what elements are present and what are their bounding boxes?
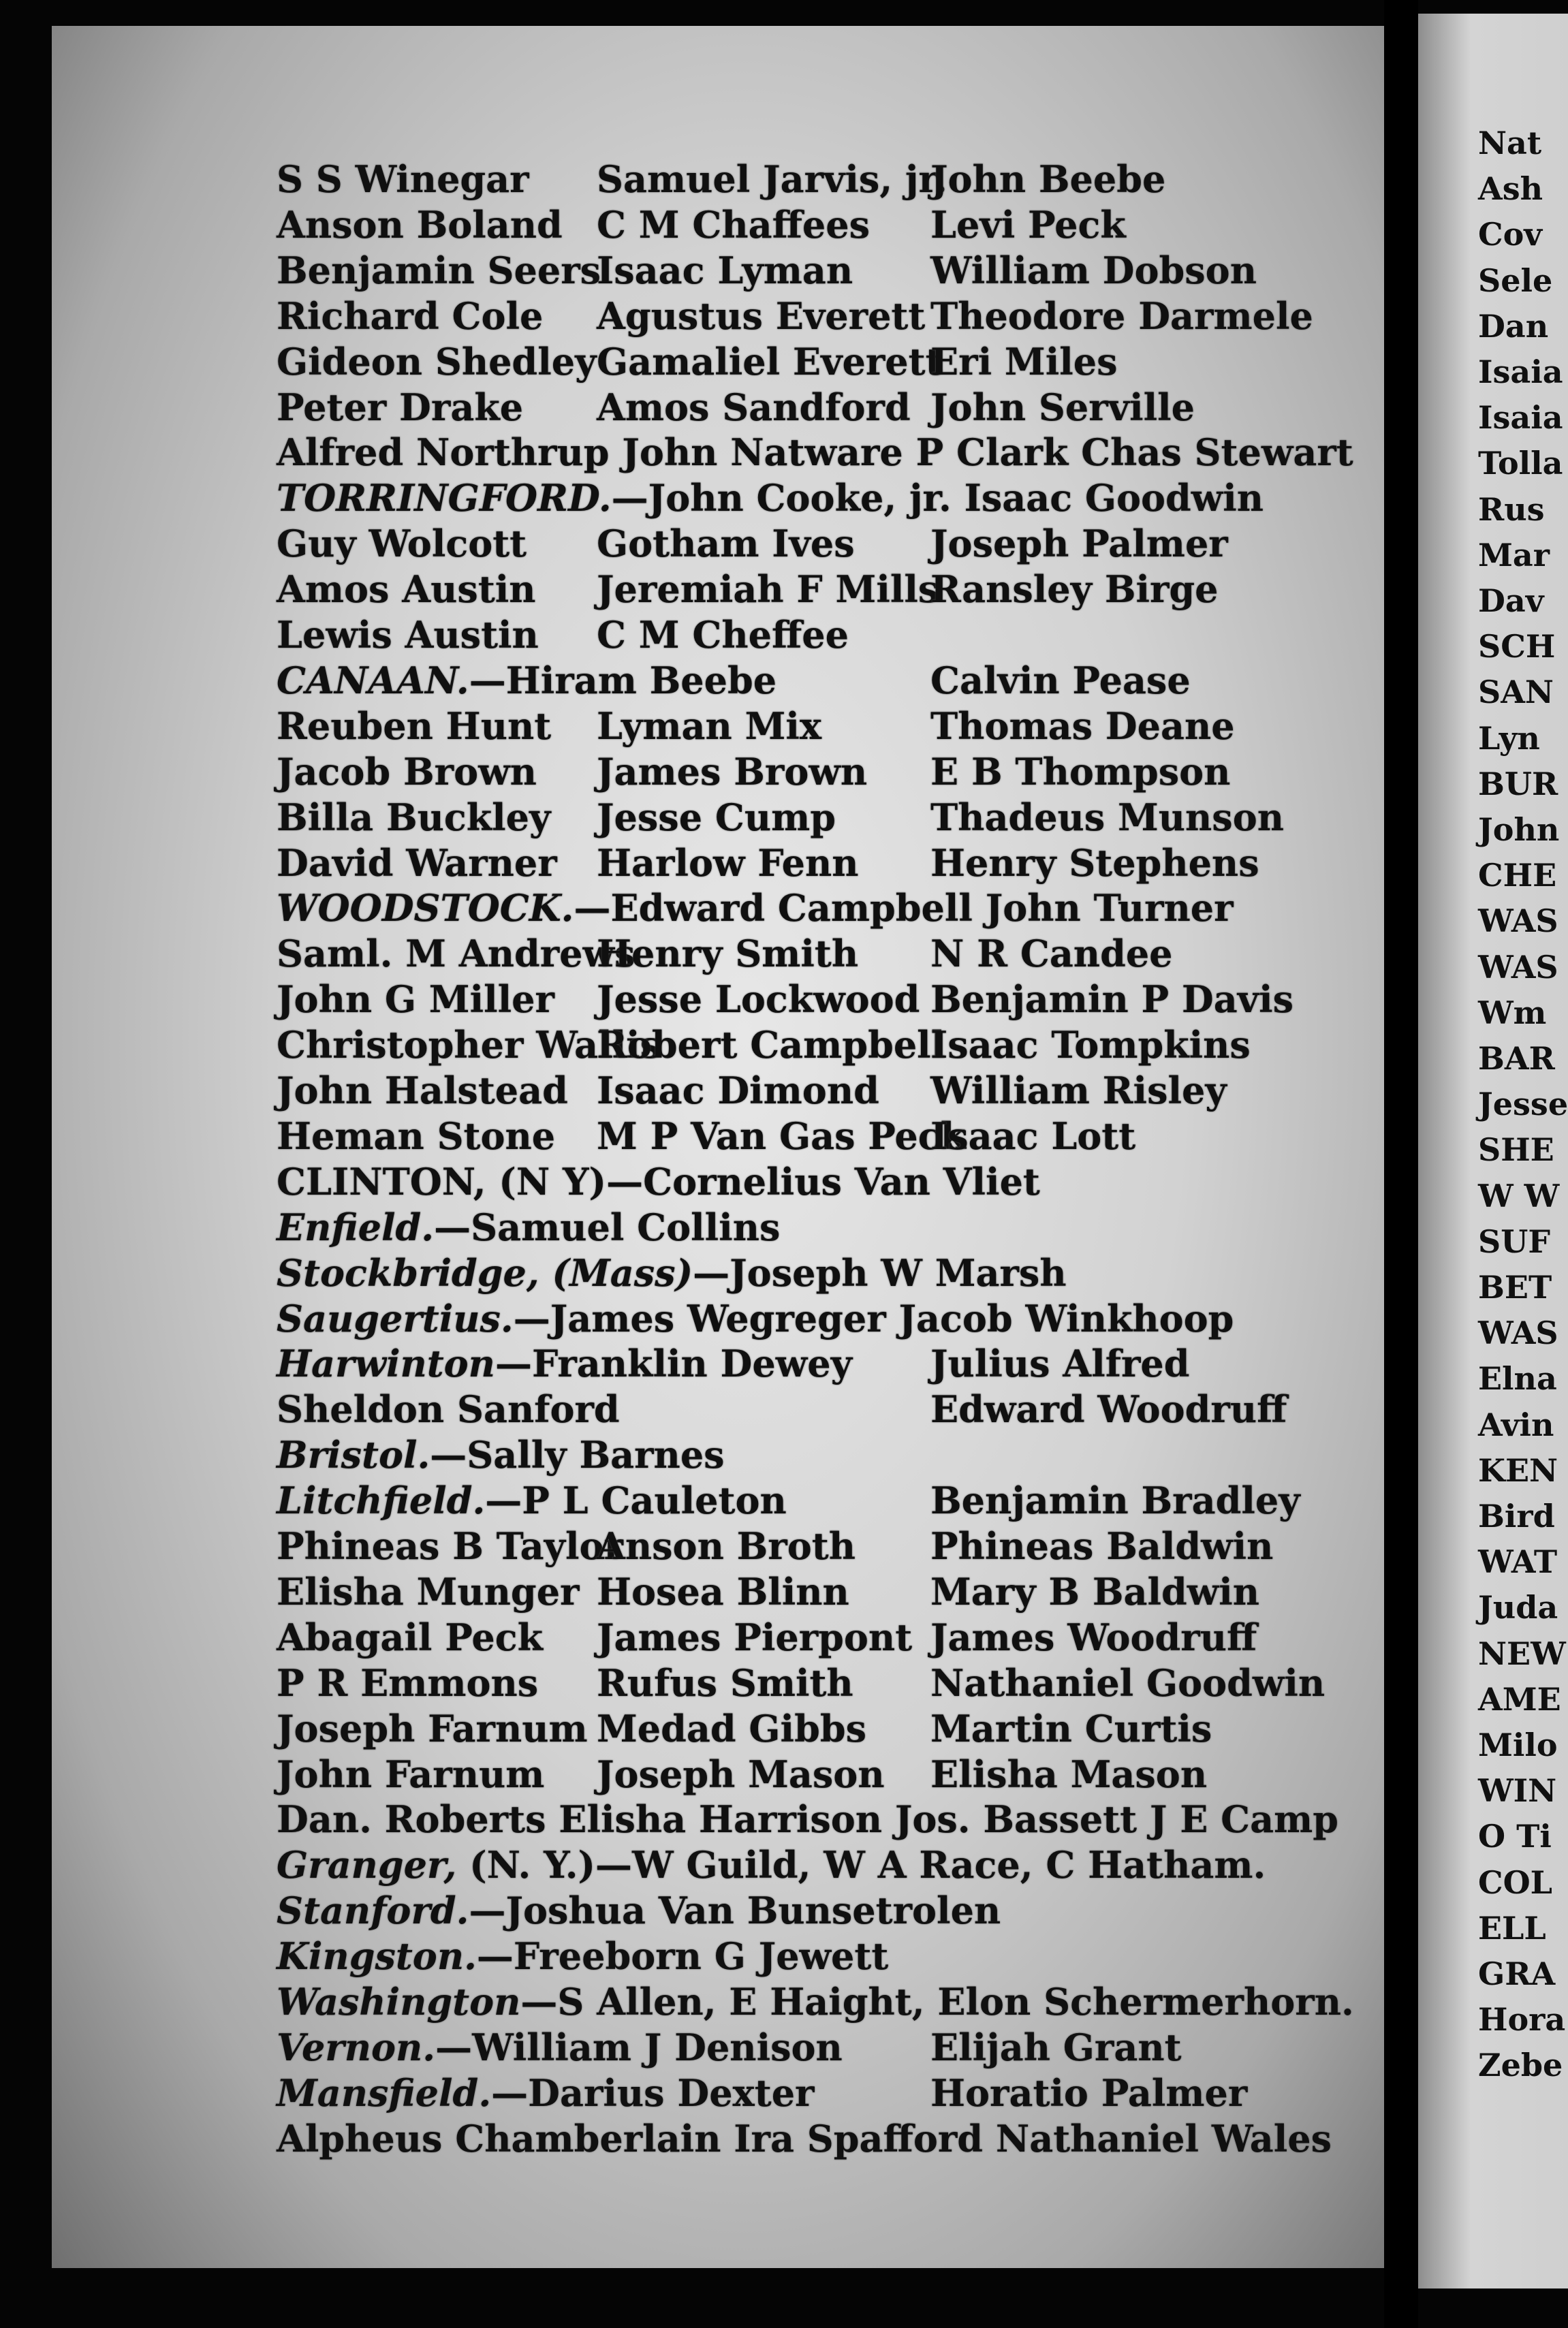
- list-row: [277, 475, 1434, 520]
- list-row: [277, 1068, 1434, 1113]
- person-name: Benjamin P Davis: [930, 977, 1294, 1022]
- list-row: [277, 2116, 1434, 2161]
- person-name: Eri Miles: [930, 339, 1118, 383]
- list-row: [277, 2071, 1434, 2115]
- next-page-fragment: W W: [1478, 1177, 1560, 1214]
- next-page-fragment: Lyn: [1478, 719, 1540, 757]
- person-name: Jeremiah F Mills: [597, 567, 939, 612]
- place-entry: [277, 1205, 780, 1250]
- person-name: Anson Broth: [597, 1524, 856, 1568]
- next-page-fragment: Dav: [1478, 582, 1544, 619]
- next-page-fragment: Nat: [1478, 125, 1542, 161]
- list-row: [277, 1842, 1434, 1887]
- list-row: [277, 1432, 1434, 1477]
- person-name: Lyman Mix: [597, 704, 822, 748]
- place-name: Enfield.: [277, 1205, 435, 1249]
- person-name: Calvin Pease: [930, 658, 1191, 702]
- person-name: Abagail Peck: [277, 1615, 544, 1659]
- person-name: Isaac Tompkins: [930, 1023, 1251, 1067]
- place-name: Stockbridge, (Mass): [277, 1250, 693, 1295]
- entry-names: —Joshua Van Bunsetrolen: [469, 1889, 1001, 1933]
- person-name: Julius Alfred: [930, 1342, 1190, 1386]
- person-name: Saml. M Andrews: [277, 932, 636, 976]
- person-name: Ransley Birge: [930, 567, 1219, 612]
- person-name: Isaac Dimond: [597, 1069, 879, 1112]
- person-name: Nathaniel Goodwin: [930, 1661, 1326, 1705]
- list-row: [277, 931, 1434, 976]
- list-row: [277, 1752, 1434, 1797]
- entry-names: —Franklin Dewey: [495, 1342, 852, 1386]
- next-page-fragment: KEN: [1478, 1451, 1558, 1489]
- entry-names: —Freeborn G Jewett: [476, 1934, 889, 1979]
- place-entry: [277, 1934, 888, 1979]
- entry-names: —Edward Campbell John Turner: [574, 886, 1234, 930]
- person-name: Edward Woodruff: [930, 1387, 1287, 1432]
- person-name: John Serville: [930, 385, 1195, 429]
- list-row: [277, 612, 1434, 657]
- next-page-fragment: Bird: [1478, 1498, 1555, 1535]
- person-name: John G Miller: [277, 977, 554, 1022]
- next-page-fragment: Ash: [1478, 170, 1543, 208]
- entry-names: —Hiram Beebe: [469, 658, 777, 702]
- next-page-fragment: Juda: [1478, 1589, 1558, 1626]
- person-name: P R Emmons: [277, 1661, 539, 1705]
- place-entry: [277, 1478, 787, 1523]
- list-row: [277, 840, 1434, 885]
- list-row: [277, 795, 1434, 840]
- next-page-fragment: ELL: [1478, 1909, 1546, 1947]
- person-name: John Halstead: [277, 1069, 568, 1112]
- next-page-fragment: Tolla: [1478, 445, 1563, 482]
- next-page-fragment: GRA: [1478, 1955, 1556, 1992]
- person-name: John Beebe: [930, 157, 1166, 201]
- person-name: Jesse Cump: [597, 795, 836, 839]
- place-name: CANAAN.: [277, 658, 469, 702]
- next-page-fragment: SHE: [1478, 1131, 1554, 1169]
- person-name: Jesse Lockwood: [597, 977, 920, 1022]
- place-name: Vernon.: [277, 2025, 436, 2069]
- person-name: Thomas Deane: [930, 704, 1235, 748]
- person-name: Hosea Blinn: [597, 1569, 849, 1614]
- entry-names: —Darius Dexter: [491, 2071, 815, 2115]
- person-name: Robert Campbell: [597, 1023, 945, 1067]
- next-page-fragment: NEW: [1478, 1635, 1566, 1672]
- place-entry: [277, 1432, 725, 1477]
- list-row: [277, 977, 1434, 1022]
- person-name: Sheldon Sanford: [277, 1387, 620, 1432]
- list-row: [277, 1205, 1434, 1250]
- list-row: [277, 202, 1434, 247]
- document-page: [52, 26, 1384, 2268]
- list-row: [277, 339, 1434, 384]
- person-name: Guy Wolcott: [277, 522, 527, 566]
- entry-names: —Samuel Collins: [434, 1205, 781, 1249]
- person-name: Amos Sandford: [597, 385, 911, 429]
- list-row: [277, 1661, 1434, 1705]
- person-name: C M Chaffees: [597, 202, 871, 247]
- list-row: [277, 1022, 1434, 1067]
- list-row: [277, 567, 1434, 612]
- person-name: Mary B Baldwin: [930, 1569, 1259, 1614]
- person-name: Samuel Jarvis, jr.: [597, 157, 947, 201]
- person-name: Henry Stephens: [930, 840, 1259, 885]
- place-name: Harwinton: [277, 1342, 495, 1386]
- list-row: [277, 885, 1434, 930]
- person-name: S S Winegar: [277, 157, 529, 201]
- person-name: Gideon Shedley: [277, 339, 597, 383]
- list-row: [277, 248, 1434, 293]
- place-entry: [277, 475, 1264, 520]
- next-page-fragment: SAN: [1478, 674, 1554, 711]
- person-name: William Dobson: [930, 248, 1257, 292]
- entry-names: —Joseph W Marsh: [693, 1250, 1067, 1295]
- list-row: [277, 1159, 1434, 1204]
- person-name: Harlow Fenn: [597, 840, 859, 885]
- person-name: Anson Boland: [277, 202, 563, 247]
- person-name: Phineas Baldwin: [930, 1524, 1274, 1568]
- next-page-fragment: WIN: [1478, 1772, 1557, 1810]
- list-row: [277, 2025, 1434, 2070]
- entry-names: —Sally Barnes: [430, 1433, 725, 1477]
- book-gutter: [1384, 0, 1418, 2328]
- next-page-fragment: BUR: [1478, 765, 1558, 802]
- place-entry: [277, 1296, 1234, 1341]
- person-name: David Warner: [277, 840, 557, 885]
- next-page-fragment: WAT: [1478, 1543, 1558, 1581]
- person-name: Phineas B Taylor: [277, 1524, 623, 1568]
- place-name: Washington: [277, 1980, 521, 2024]
- person-name: Alpheus Chamberlain Ira Spafford Nathaniel Wales: [277, 2116, 1332, 2160]
- list-row: [277, 1934, 1434, 1979]
- list-row: [277, 704, 1434, 749]
- list-row: [277, 1615, 1434, 1660]
- next-page-fragment: Avin: [1478, 1406, 1554, 1443]
- person-name: Joseph Farnum: [277, 1706, 588, 1750]
- person-name: Rufus Smith: [597, 1661, 853, 1705]
- next-page-fragment: Mar: [1478, 536, 1550, 573]
- person-name: Joseph Palmer: [930, 522, 1228, 566]
- next-page-fragment: Wm: [1478, 994, 1547, 1031]
- entry-names: —William J Denison: [435, 2025, 843, 2069]
- list-row: [277, 658, 1434, 703]
- person-name: Thadeus Munson: [930, 795, 1284, 839]
- entry-names: —James Wegreger Jacob Winkhoop: [513, 1296, 1234, 1340]
- list-row: [277, 1569, 1434, 1614]
- list-row: [277, 385, 1434, 430]
- person-name: Elijah Grant: [930, 2025, 1182, 2069]
- next-page-edge: [1418, 14, 1568, 2288]
- person-name: Theodore Darmele: [930, 294, 1313, 338]
- person-name: Martin Curtis: [930, 1706, 1212, 1750]
- person-name: Gotham Ives: [597, 522, 855, 566]
- place-entry: [277, 885, 1234, 930]
- list-row: [277, 1524, 1434, 1569]
- person-name: Elisha Mason: [930, 1752, 1208, 1796]
- next-page-fragment: Dan: [1478, 307, 1549, 345]
- next-page-fragment: Zebe: [1478, 2047, 1563, 2084]
- place-name: WOODSTOCK.: [277, 886, 574, 930]
- person-name: John Farnum: [277, 1752, 545, 1796]
- list-row: [277, 1797, 1434, 1842]
- next-page-fragment: Rus: [1478, 490, 1545, 528]
- next-page-fragment: BAR: [1478, 1040, 1555, 1077]
- next-page-fragment: O Ti: [1478, 1818, 1552, 1855]
- person-name: Richard Cole: [277, 294, 544, 338]
- next-page-fragment: John: [1478, 811, 1560, 848]
- person-name: C M Cheffee: [597, 613, 849, 657]
- person-name: Peter Drake: [277, 385, 524, 429]
- place-name: Mansfield.: [277, 2071, 492, 2115]
- entry-names: —John Cooke, jr. Isaac Goodwin: [611, 476, 1264, 520]
- person-name: Medad Gibbs: [597, 1706, 866, 1750]
- person-name: Henry Smith: [597, 932, 859, 976]
- list-row: [277, 1979, 1434, 2024]
- list-row: [277, 1706, 1434, 1751]
- person-name: Christopher Wallis: [277, 1023, 661, 1067]
- entry-names: —S Allen, E Haight, Elon Schermerhorn.: [520, 1980, 1354, 2024]
- person-name: N R Candee: [930, 932, 1173, 976]
- list-row: [277, 521, 1434, 566]
- next-page-fragment: Sele: [1478, 262, 1553, 299]
- person-name: CLINTON, (N Y)—Cornelius Van Vliet: [277, 1159, 1040, 1204]
- place-name: Granger,: [277, 1843, 457, 1887]
- person-name: Amos Austin: [277, 567, 536, 612]
- person-name: William Risley: [930, 1069, 1227, 1112]
- person-name: Benjamin Bradley: [930, 1479, 1300, 1523]
- place-name: Bristol.: [277, 1433, 430, 1477]
- place-entry: [277, 1979, 1354, 2024]
- list-row: [277, 1478, 1434, 1523]
- place-name: Saugertius.: [277, 1296, 514, 1340]
- list-row: [277, 1250, 1434, 1295]
- next-page-fragment: WAS: [1478, 1315, 1558, 1352]
- list-row: [277, 157, 1434, 202]
- next-page-fragment: Cov: [1478, 216, 1543, 253]
- next-page-fragment: SUF: [1478, 1223, 1550, 1260]
- person-name: M P Van Gas Peck: [597, 1114, 967, 1158]
- list-row: [277, 294, 1434, 339]
- next-page-fragment: Hora: [1478, 2001, 1566, 2039]
- place-name: Litchfield.: [277, 1479, 486, 1523]
- place-name: Stanford.: [277, 1889, 469, 1933]
- list-row: [277, 1387, 1434, 1432]
- person-name: Elisha Munger: [277, 1569, 580, 1614]
- list-row: [277, 1341, 1434, 1386]
- person-name: Reuben Hunt: [277, 704, 552, 748]
- person-name: Levi Peck: [930, 202, 1126, 247]
- place-entry: [277, 1250, 1067, 1295]
- place-name: TORRINGFORD.: [277, 476, 612, 520]
- next-page-fragment: Jesse: [1478, 1086, 1568, 1123]
- person-name: Lewis Austin: [277, 613, 539, 657]
- place-entry: [277, 2071, 815, 2115]
- person-name: James Pierpont: [597, 1615, 913, 1659]
- place-entry: [277, 1842, 1266, 1887]
- next-page-fragment: BET: [1478, 1269, 1552, 1306]
- next-page-fragment: WAS: [1478, 948, 1558, 986]
- entry-names: (N. Y.)—W Guild, W A Race, C Hatham.: [456, 1843, 1266, 1887]
- list-row: [277, 1296, 1434, 1341]
- place-entry: [277, 1888, 1001, 1933]
- person-name: Alfred Northrup John Natware P Clark Chas Stewart: [277, 430, 1353, 475]
- list-row: [277, 1888, 1434, 1933]
- next-page-fragment: Isaia: [1478, 353, 1563, 390]
- person-name: Joseph Mason: [597, 1752, 885, 1796]
- entry-names: —P L Cauleton: [485, 1479, 787, 1523]
- list-row: [277, 749, 1434, 794]
- next-page-fragment: COL: [1478, 1863, 1553, 1901]
- person-name: Heman Stone: [277, 1114, 556, 1158]
- person-name: Dan. Roberts Elisha Harrison Jos. Bassett J E Camp: [277, 1797, 1339, 1842]
- list-row: [277, 1114, 1434, 1159]
- person-name: Isaac Lott: [930, 1114, 1136, 1158]
- place-entry: [277, 1341, 852, 1386]
- place-name: Kingston.: [277, 1934, 477, 1979]
- next-page-fragment: AME: [1478, 1680, 1561, 1718]
- next-page-fragment: Milo: [1478, 1727, 1558, 1763]
- person-name: Billa Buckley: [277, 795, 551, 839]
- next-page-fragment: Elna: [1478, 1360, 1557, 1398]
- person-name: E B Thompson: [930, 749, 1231, 793]
- next-page-fragment: WAS: [1478, 902, 1558, 940]
- next-page-fragment: CHE: [1478, 857, 1557, 894]
- next-page-fragment: Isaia: [1478, 399, 1563, 437]
- place-entry: [277, 2025, 843, 2070]
- person-name: James Brown: [597, 749, 868, 793]
- person-name: James Woodruff: [930, 1615, 1257, 1659]
- person-name: Agustus Everett: [597, 294, 926, 338]
- person-name: Jacob Brown: [277, 749, 537, 793]
- person-name: Horatio Palmer: [930, 2071, 1248, 2115]
- place-entry: [277, 658, 777, 703]
- list-row: [277, 430, 1434, 475]
- next-page-fragment: SCH: [1478, 628, 1556, 665]
- person-name: Isaac Lyman: [597, 248, 853, 292]
- person-name: Benjamin Seers: [277, 248, 601, 292]
- person-name: Gamaliel Everett: [597, 339, 943, 383]
